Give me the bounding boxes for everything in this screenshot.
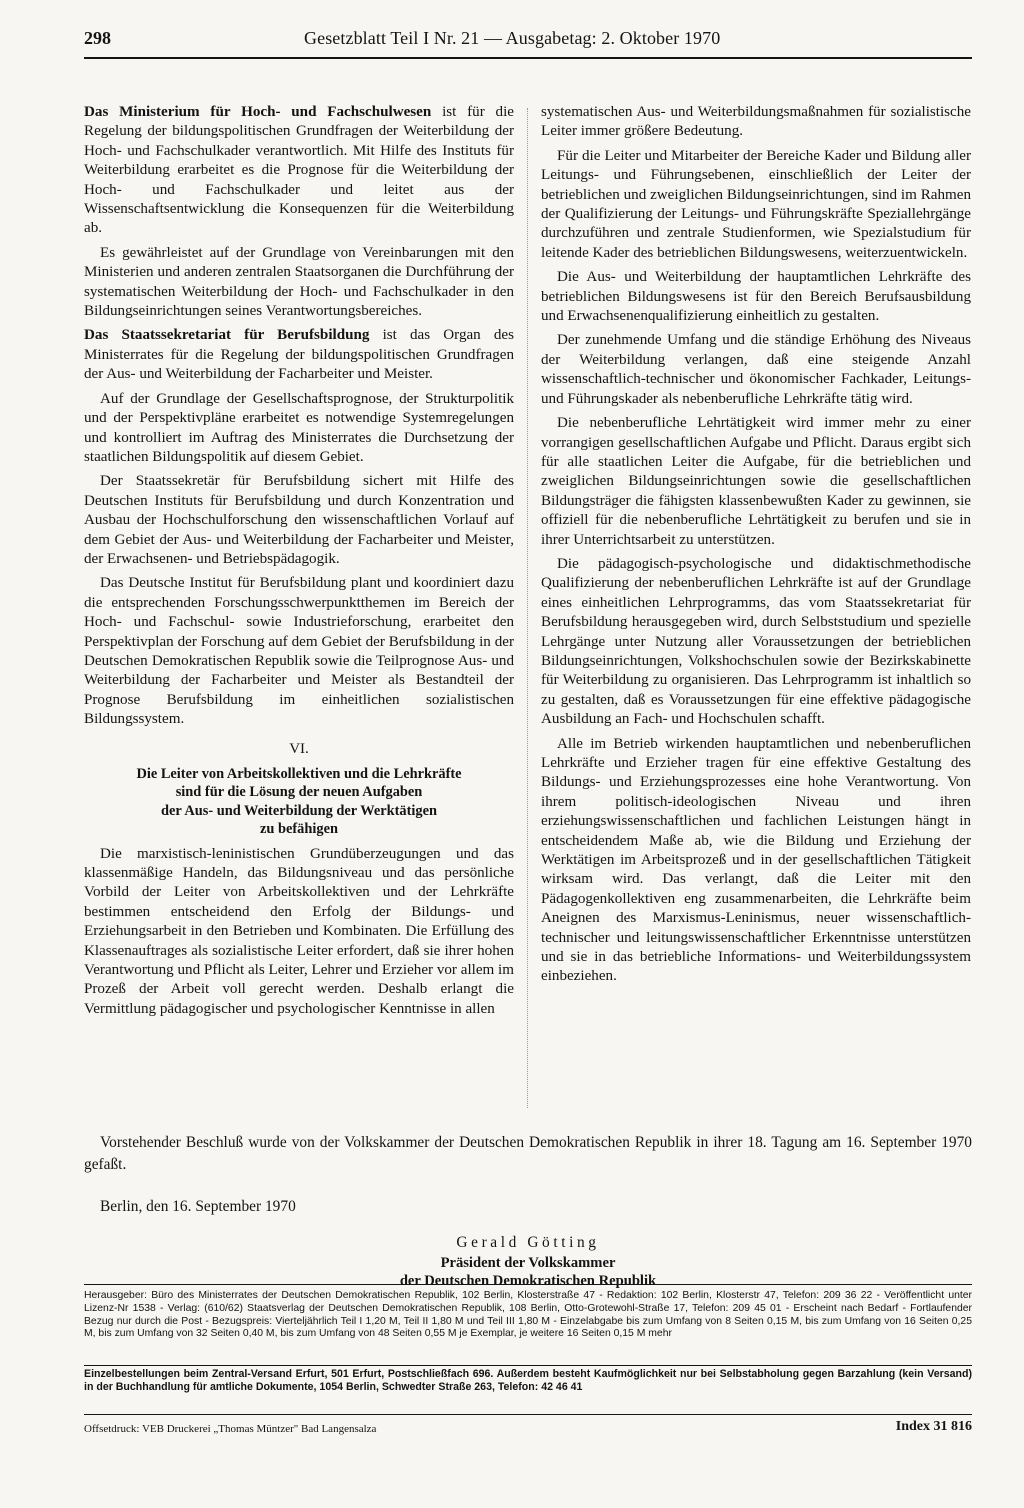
imprint-rule: [84, 1365, 972, 1366]
section-heading: [84, 765, 514, 839]
paragraph-lead: Das Ministerium für Hoch- und Fachschulwesen: [84, 104, 432, 120]
resolution-note: Vorstehender Beschluß wurde von der Volkskammer der Deutschen Demokratischen Republik in ihrer 18. Tagung am 16. September 1970 gefaßt.: [84, 1134, 972, 1173]
left-column: [84, 103, 514, 1024]
paragraph: Alle im Betrieb wirkenden hauptamtlichen und nebenberuflichen Lehrkräfte und Erzieher tragen für eine effektive Gestaltung des Bildungs- und Erziehungsprozesses eine hohe Verantwortung. Von ihrem politisch-ideologischen Niveau und ihren erziehungswissenschaftlichen und fachlichen Leistungen hängt in entscheidendem Maße ab, wie die Bildung und Erziehung der Werktätigen im Arbeitsprozeß und in der gesellschaftlichen Tätigkeit wirksam wird. Das verlangt, daß die Leiter mit den Pädagogenkollektiven eng zusammenarbeiten, die Lehrkräfte beim Aneignen des Marxismus-Leninismus, neuer wissenschaftlich-technischer und leitungswissenschaftlicher Erkenntnisse unterstützen und sie in das betriebliche Informations- und Weiterbildungssystem einbeziehen.: [541, 735, 971, 985]
page-header: [84, 26, 972, 62]
orders-rule: [84, 1414, 972, 1415]
place-date: Berlin, den 16. September 1970: [100, 1198, 296, 1215]
section-number: VI.: [289, 740, 309, 757]
paragraph: Die nebenberufliche Lehrtätigkeit wird immer mehr zu einer vorrangigen gesellschaftlichen Aufgabe und Pflicht. Daraus ergibt sich für alle staatlichen Leiter die Aufgabe, für die betrieblichen und zweiglichen Bildungseinrichtungen sowie die gesellschaftlichen Bildungsträger die fähigsten klassenbewußten Kader zu gewinnen, sie offiziell für die nebenberufliche Lehrtätigkeit zu berufen und sie in ihrer Unterrichtsarbeit zu unterstützen.: [541, 415, 971, 548]
paragraph: Das Ministerium für Hoch- und Fachschulwesen ist für die Regelung der bildungspolitischen Grundfragen der Weiterbildung der Hoch- und Fachschulkader verantwortlich. Mit Hilfe des Instituts für Weiterbildung erarbeitet es die Prognose für die Weiterbildung der Hoch- und Fachschulkader und leitet aus der Wissenschaftsentwicklung die Konsequenzen für die Weiterbildung ab.: [84, 104, 514, 237]
signer-title-line: der Deutschen Demokratischen Republik: [399, 1273, 657, 1289]
section-heading-line: zu befähigen: [260, 821, 338, 838]
paragraph: Das Staatssekretariat für Berufsbildung ist das Organ des Ministerrates für die Regelung der bildungspolitischen Grundfragen der Aus- und Weiterbildung der Facharbeiter und Meister.: [84, 327, 515, 383]
paragraph: Auf der Grundlage der Gesellschaftsprognose, der Strukturpolitik und der Perspektivpläne erarbeitet es notwendige Systemregelungen und kontrolliert im Auftrag des Ministerrates die Durchsetzung der staatlichen Bildungspolitik auf diesem Gebiet.: [84, 390, 514, 465]
page-number: 298: [84, 28, 111, 48]
signer-title-line: Präsident der Volkskammer: [440, 1255, 616, 1271]
paragraph: Die Aus- und Weiterbildung der hauptamtlichen Lehrkräfte des betrieblichen Bildungswesens ist für den Bereich Berufsausbildung und Erwachsenenqualifizierung einheitlich zu gestalten.: [541, 269, 971, 325]
section-heading-line: sind für die Lösung der neuen Aufgaben: [175, 784, 423, 801]
printer-credit: Offsetdruck: VEB Druckerei „Thomas Müntzer" Bad Langensalza: [84, 1423, 377, 1435]
ordering-info: Einzelbestellungen beim Zentral-Versand Erfurt, 501 Erfurt, Postschließfach 696. Außerdem besteht Kaufmöglichkeit nur bei Selbstabholung gegen Barzahlung (kein Versand) in der Buchhandlung für amtliche Dokumente, 1054 Berlin, Schwedter Straße 263, Telefon: 42 46 41: [84, 1368, 972, 1393]
signer-name: Gerald Götting: [456, 1234, 600, 1251]
paragraph: Die marxistisch-leninistischen Grundüberzeugungen und das klassenmäßige Handeln, das Bildungsniveau und das persönliche Vorbild der Leiter von Arbeitskollektiven und der Lehrkräfte bestimmen entscheidend den Erfolg der Bildungs- und Erziehungsarbeit in den Betrieben und Kombinaten. Die Erfüllung des Klassenauftrages als sozialistische Leiter erfordert, daß sie ihrer hohen Verantwortung und Pflicht als Leiter, Lehrer und Erzieher vor allem im Prozeß der Arbeit voll gerecht werden. Deshalb erlangt die Vermittlung pädagogischer und psychologischer Kenntnisse in allen: [84, 845, 514, 1017]
paragraph: Der zunehmende Umfang und die ständige Erhöhung des Niveaus der Weiterbildung verlangen, daß eine steigende Anzahl wissenschaftlich-technischer und ökonomischer Fachkader, Leitungs- und Führungskader als nebenberufliche Lehrkräfte tätig wird.: [541, 332, 971, 407]
section-heading-line: Die Leiter von Arbeitskollektiven und die Lehrkräfte: [136, 766, 462, 782]
gazette-title: Gesetzblatt Teil I Nr. 21 — Ausgabetag: 2. Oktober 1970: [304, 28, 721, 48]
section-heading-line: der Aus- und Weiterbildung der Werktätigen: [161, 802, 437, 819]
footer-rule: [84, 1284, 972, 1285]
publisher-imprint: Herausgeber: Büro des Ministerrates der Deutschen Demokratischen Republik, 102 Berlin, Klosterstraße 47 - Redaktion: 102 Berlin, Klosterstr 47, Telefon: 209 36 22 - Veröffentlicht unter Lizenz-Nr 1538 - Verlag: (610/62) Staatsverlag der Deutschen Demokratischen Republik, 108 Berlin, Otto-Grotewohl-Straße 17, Telefon: 209 45 01 - Erscheint nach Bedarf - Fortlaufender Bezug nur durch die Post - Bezugspreis: Vierteljährlich Teil I 1,20 M, Teil II 1,80 M und Teil III 1,80 M - Einzelabgabe bis zum Umfang von 8 Seiten 0,15 M, bis zum Umfang von 16 Seiten 0,25 M, bis zum Umfang von 32 Seiten 0,40 M, bis zum Umfang von 48 Seiten 0,55 M je Exemplar, je weitere 16 Seiten 0,15 M mehr: [84, 1290, 972, 1340]
signature-block: [84, 1232, 972, 1290]
paragraph: Für die Leiter und Mitarbeiter der Bereiche Kader und Bildung aller Leitungs- und Führungsebenen, einschließlich der Leiter der betrieblichen und zweiglichen Bildungseinrichtungen, sind im Rahmen der Qualifizierung der Leitungs- und Führungskräfte Speziallehrgänge durchzuführen und zentrale Studienformen, wie Spezialstudium für leitende Kader des betrieblichen Bildungswesens, weiterzuentwickeln.: [541, 147, 971, 261]
column-separator: [527, 108, 528, 1108]
header-rule: [84, 57, 972, 59]
paragraph: systematischen Aus- und Weiterbildungsmaßnahmen für sozialistische Leiter immer größere Bedeutung.: [541, 104, 971, 140]
paragraph: Die pädagogisch-psychologische und didaktischmethodische Qualifizierung der nebenberuflichen Lehrkräfte ist auf der Grundlage eines einheitlichen Lehrprogramms, das vom Staatssekretariat für Berufsbildung herausgegeben wird, durch Selbststudium und spezielle Lehrgänge unter Nutzung aller Voraussetzungen der betrieblichen Bildungseinrichtungen, Volkshochschulen sowie der Bezirkskabinette für Weiterbildung zu organisieren. Das Lehrprogramm ist inhaltlich so zu gestalten, daß es Voraussetzungen für eine effektive pädagogische Ausbildung an Fach- und Hochschulen schafft.: [541, 555, 971, 728]
closing-section: [84, 1132, 972, 1290]
paragraph: Das Deutsche Institut für Berufsbildung plant und koordiniert dazu die entsprechenden Forschungsschwerpunktthemen im Bereich der Hoch- und Fachschul- sowie Industrieforschung, erarbeitet den Perspektivplan der Forschung auf dem Gebiet der Berufsbildung in der Deutschen Demokratischen Republik sowie die Teilprognose Aus- und Weiterbildung der Facharbeiter und Meister als Bestandteil der Prognose Berufsbildung im einheitlichen sozialistischen Bildungssystem.: [84, 575, 514, 728]
right-column: [541, 103, 971, 992]
paragraph-lead: Das Staatssekretariat für Berufsbildung: [84, 327, 370, 344]
index-number: Index 31 816: [895, 1419, 972, 1434]
paragraph: Es gewährleistet auf der Grundlage von Vereinbarungen mit den Ministerien und anderen zentralen Staatsorganen die Durchführung der systematischen Weiterbildung der Hoch- und Fachschulkader in den Bildungseinrichtungen seines Verantwortungsbereiches.: [84, 244, 514, 320]
paragraph: Der Staatssekretär für Berufsbildung sichert mit Hilfe des Deutschen Instituts für Berufsbildung und durch Konzentration und Ausbau der Hochschulforschung den wissenschaftlichen Vorlauf auf dem Gebiet der Aus- und Weiterbildung der Facharbeiter und Meister, der Erwachsenen- und Betriebspädagogik.: [84, 473, 514, 567]
